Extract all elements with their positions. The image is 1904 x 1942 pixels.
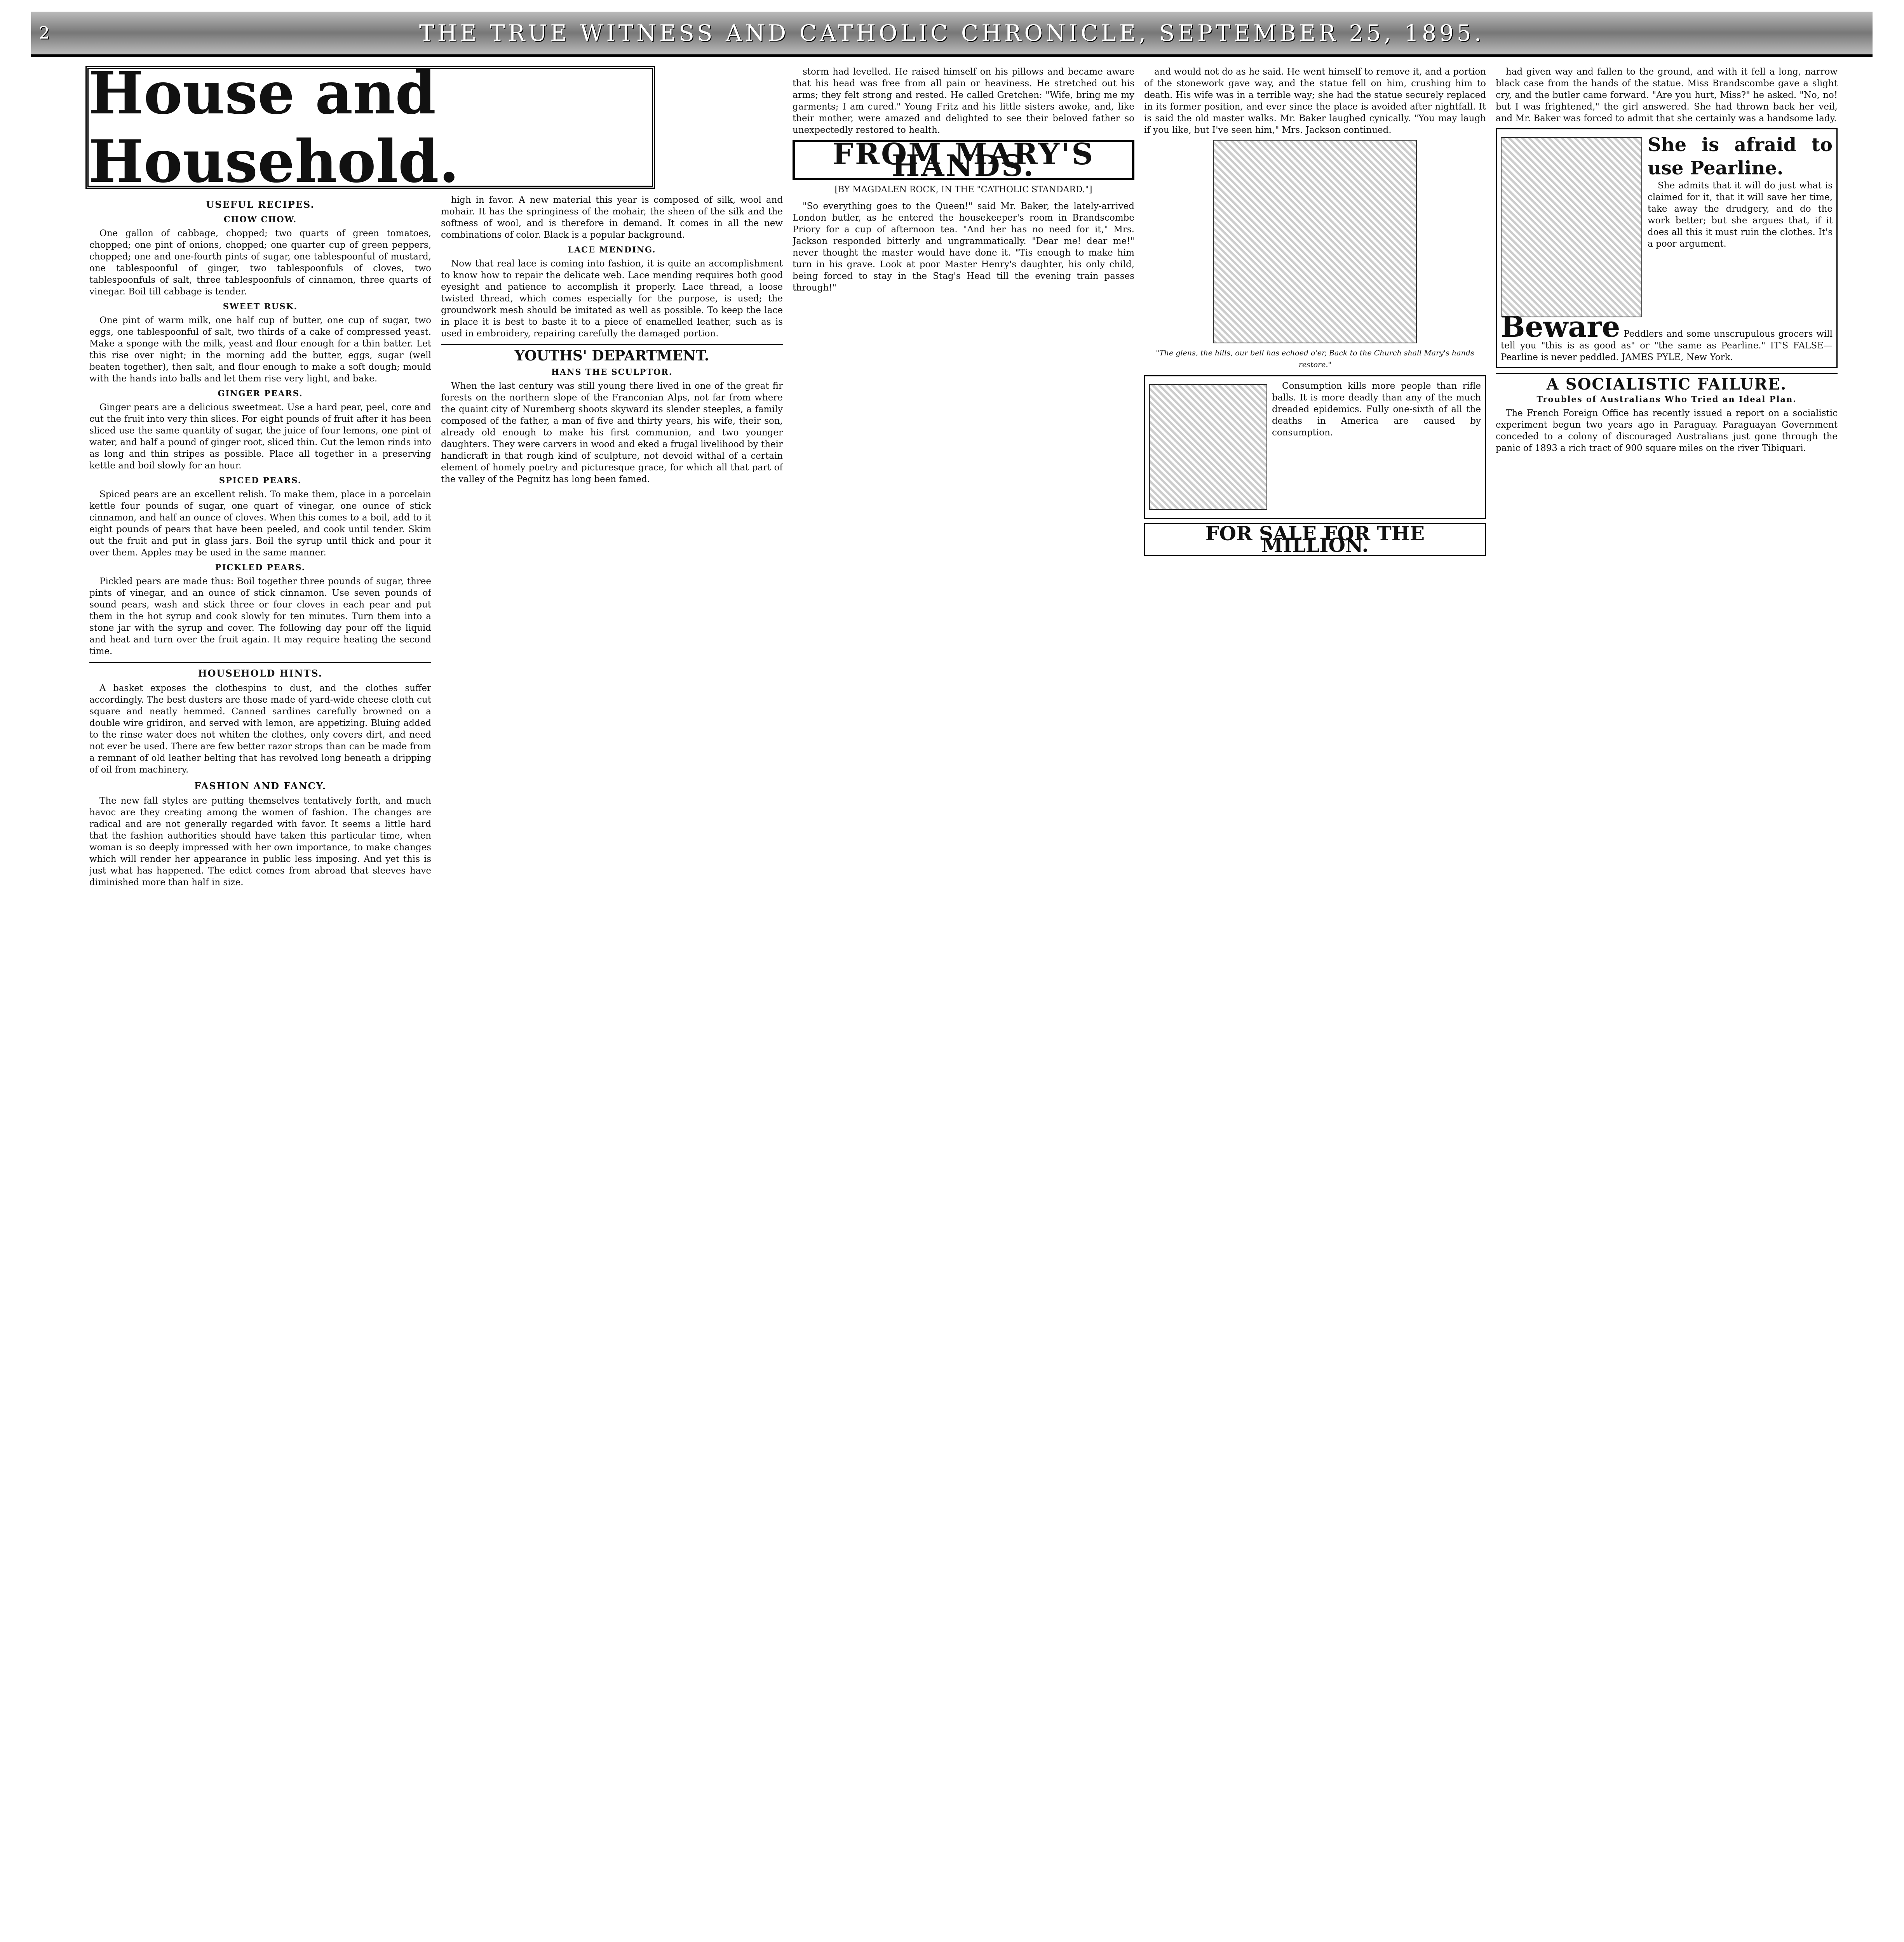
divider	[1496, 373, 1838, 374]
divider	[89, 662, 431, 663]
consumption-ad	[1144, 375, 1486, 519]
beware-heading: Beware	[1501, 310, 1620, 344]
column-1	[89, 194, 431, 1942]
sale-ad	[1144, 523, 1486, 556]
ginger-text: Ginger pears are a delicious sweetmeat. Use a hard pear, peel, core and cut the fruit into very thin slices. For eight pounds of fruit after it has been sliced use the same quantity of sugar, the juice of four lemons, one pint of water, and half a pound of ginger root, sliced thin. Cut the lemon rinds into as long and thin stripes as possible. Place all together in a preserving kettle and boil slowly for an hour.	[89, 402, 431, 471]
pearline-heading: She is afraid to use Pearline.	[1648, 134, 1833, 179]
statue-caption: "The glens, the hills, our bell has echoed o'er, Back to the Church shall Mary's hands restore."	[1156, 349, 1474, 369]
chow-text: One gallon of cabbage, chopped; two quarts of green tomatoes, chopped; one pint of onions, chopped; one quarter cup of green peppers, chopped; one and one-fourth pints of sugar, one tablespoonful of mustard, one tablespoonful of ginger, two tablespoonfuls of cloves, two tablespoonfuls of salt, three tablespoonfuls of cinnamon, three quarts of vinegar. Boil till cabbage is tender.	[89, 228, 431, 297]
fashion-text: The new fall styles are putting themselves tentatively forth, and much havoc are they creating among the women of fashion. The changes are radical and are not generally regarded with favor. It seems a little hard that the fashion authorities should have taken this particular time, when woman is so deeply impressed with her own importance, to make changes which will render her appearance in public less imposing. And yet this is just what has happened. The edict comes from abroad that sleeves have diminished more than half in size.	[89, 796, 431, 887]
hans-text: When the last century was still young there lived in one of the great fir forests on the northern slope of the Franconian Alps, not far from where the quaint city of Nuremberg shoots skyward its slender steeples, a family composed of the father, a man of five and thirty years, his wife, their son, already old enough to make his first communion, and two younger daughters. They were carvers in wood and eked a frugal livelihood by their handicraft in that rough kind of sculpture, not devoid withal of a certain element of homely poetry and picturesque grace, for which all that part of the valley of the Pegnitz has long been famed.	[441, 381, 783, 484]
household-banner: House and Household.	[85, 66, 655, 189]
socialist-heading: A SOCIALISTIC FAILURE.	[1546, 375, 1787, 393]
col4-text: and would not do as he said. He went himself to remove it, and a portion of the stonework gave way, and the statue fell on him, crushing him to death. His wife was in a terrible way; she had the statue securely replaced in its former position, and ever since the place is avoided after nightfall. It is said the old master walks. Mr. Baker laughed cynically. "You may laugh if you like, but I've seen him," Mrs. Jackson continued.	[1144, 67, 1486, 135]
beware-text: Peddlers and some unscrupulous grocers will tell you "this is as good as" or "the same as Pearline." IT'S FALSE—Pearline is never peddled. JAMES PYLE, New York.	[1501, 329, 1833, 362]
recipes-heading: USEFUL RECIPES.	[206, 199, 315, 210]
column-5	[1496, 66, 1838, 1942]
lace-heading: LACE MENDING.	[568, 245, 656, 254]
rusk-heading: SWEET RUSK.	[223, 301, 298, 311]
spiced-heading: SPICED PEARS.	[219, 475, 302, 485]
divider	[441, 344, 783, 345]
fashion-heading: FASHION AND FANCY.	[194, 780, 327, 792]
sale-heading: FOR SALE FOR THE MILLION.	[1205, 522, 1425, 557]
woman-illustration	[1501, 137, 1642, 317]
consumption-text: Consumption kills more people than rifle balls. It is more deadly than any of the much dreaded epidemics. Fully one-sixth of all the deaths in America are caused by consumption.	[1272, 381, 1481, 438]
hans-heading: HANS THE SCULPTOR.	[551, 367, 673, 377]
rusk-text: One pint of warm milk, one half cup of butter, one cup of sugar, two eggs, one tablespoonful of salt, two thirds of a cake of compressed yeast. Make a sponge with the milk, yeast and flour enough for a thin batter. Let this rise over night; in the morning add the butter, eggs, sugar (well beaten together), then salt, and flour enough to make a soft dough; mould with the hands into balls and let them rise very light, and bake.	[89, 315, 431, 384]
ginger-heading: GINGER PEARS.	[218, 388, 303, 398]
man-illustration	[1149, 384, 1267, 510]
socialist-text: The French Foreign Office has recently issued a report on a socialistic experiment begun two years ago in Paraguay. Paraguayan Government conceded to a colony of discouraged Australians just gone through the panic of 1893 a rich tract of 900 square miles on the river Tibiquari.	[1496, 408, 1838, 453]
page-number: 2	[39, 23, 53, 43]
hints-heading: HOUSEHOLD HINTS.	[198, 668, 323, 679]
lace-text: Now that real lace is coming into fashion, it is quite an accomplishment to know how to repair the delicate web. Lace mending requires both good eyesight and patience to accomplish it properly. Lace thread, a loose twisted thread, which comes especially for the purpose, is used; the groundwork mesh should be imitated as well as possible. To keep the lace in place it is best to baste it to a piece of enamelled leather, such as is used in embroidery, repairing carefully the damaged portion.	[441, 259, 783, 339]
col2-text: high in favor. A new material this year is composed of silk, wool and mohair. It has the springiness of the mohair, the sheen of the silk and the softness of wool, and is therefore in demand. It comes in all the new combinations of color. Black is a popular background.	[441, 195, 783, 240]
story-text: "So everything goes to the Queen!" said Mr. Baker, the lately-arrived London butler, as he entered the housekeeper's room in Brandscombe Priory for a cup of afternoon tea. "And her has no need for it," Mrs. Jackson responded bitterly and ungrammatically. "Dear me! dear me!" never thought the master would have done it. "Tis enough to make him turn in his grave. Look at poor Master Henry's daughter, his only child, being forced to stay in the Stag's Head till the evening train passes through!"	[793, 201, 1134, 293]
story-title: FROM MARY'S HANDS.	[793, 140, 1134, 180]
pearline-text: She admits that it will do just what is claimed for it, that it will save her time, take away the drudgery, and do the work better; but she argues that, if it does all this it must ruin the clothes. It's a poor argument.	[1648, 181, 1833, 249]
col5-text: had given way and fallen to the ground, and with it fell a long, narrow black case from the hands of the statue. Miss Brandscombe gave a slight cry, and the butler came forward. "Are you hurt, Miss?" he asked. "No, no! but I was frightened," the girl answered. She had thrown back her veil, and Mr. Baker was forced to admit that she certainly was a handsome lady.	[1496, 67, 1838, 124]
pickled-text: Pickled pears are made thus: Boil together three pounds of sugar, three pints of vinegar, and an ounce of stick cinnamon. Use seven pounds of sound pears, wash and stick three or four cloves in each pear and put them in the hot syrup and cook slowly for ten minutes. Turn them into a stone jar with the syrup and cover. The following day pour off the liquid and heat and turn over the fruit again. It may require heating the second time.	[89, 576, 431, 656]
socialist-subheading: Troubles of Australians Who Tried an Ideal Plan.	[1536, 394, 1797, 404]
column-3	[793, 66, 1134, 1942]
story-byline: [BY MAGDALEN ROCK, IN THE "CATHOLIC STANDARD."]	[834, 185, 1092, 195]
column-2	[441, 194, 783, 1942]
story-top-text: storm had levelled. He raised himself on his pillows and became aware that his head was free from all pain or heaviness. He stretched out his arms; they felt strong and rested. He called Gretchen: "Wife, bring me my garments; I am cured." Young Fritz and his little sisters awoke, and, like their mother, were amazed and delighted to see their beloved father so unexpectedly restored to health.	[793, 67, 1134, 135]
spiced-text: Spiced pears are an excellent relish. To make them, place in a porcelain kettle four pounds of sugar, one quart of vinegar, one ounce of stick cinnamon, and half an ounce of cloves. When this comes to a boil, add to it eight pounds of pears that have been peeled, and cook until tender. Skim out the fruit and put in glass jars. Boil the syrup until thick and pour it over them. Apples may be used in the same manner.	[89, 489, 431, 558]
youths-heading: YOUTHS' DEPARTMENT.	[514, 348, 709, 364]
masthead-title: THE TRUE WITNESS AND CATHOLIC CHRONICLE, SEPTEMBER 25, 1895.	[419, 20, 1485, 46]
pearline-ad	[1496, 128, 1838, 368]
statue-illustration	[1213, 140, 1417, 343]
masthead	[31, 12, 1873, 57]
column-4	[1144, 66, 1486, 1942]
pickled-heading: PICKLED PEARS.	[215, 562, 306, 572]
hints-text: A basket exposes the clothespins to dust, and the clothes suffer accordingly. The best dusters are those made of yard-wide cheese cloth cut square and neatly hemmed. Canned sardines carefully browned on a double wire gridiron, and served with lemon, are appetizing. Bluing added to the rinse water does not whiten the clothes, only covers dirt, and need not ever be used. There are few better razor strops than can be made from a remnant of old leather belting that has revolved long beneath a dripping of oil from machinery.	[89, 683, 431, 775]
chow-heading: CHOW CHOW.	[223, 214, 297, 224]
